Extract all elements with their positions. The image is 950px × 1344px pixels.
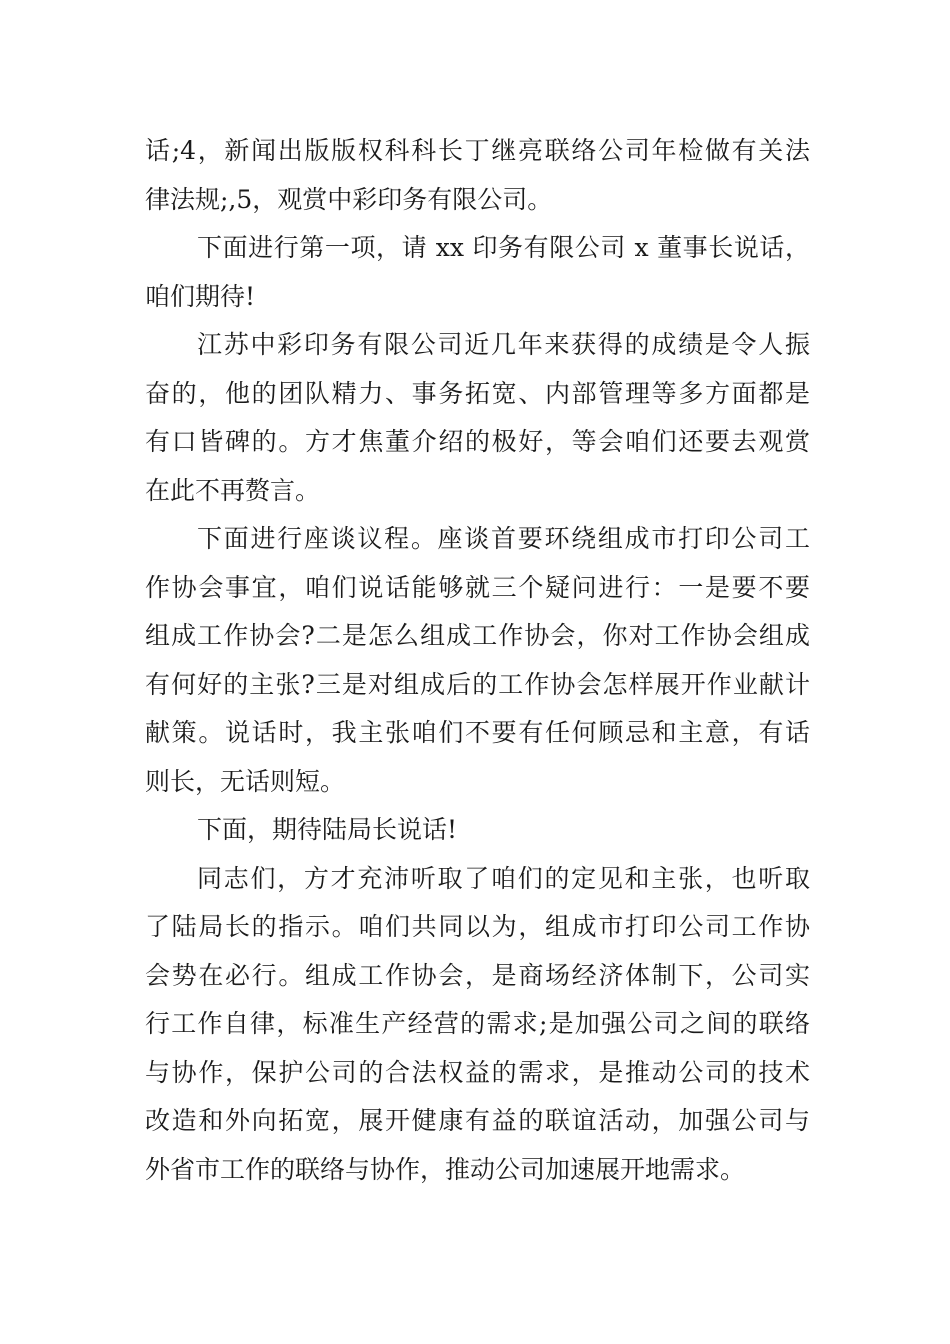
text-line: 与协作，保护公司的合法权益的需求，是推动公司的技术	[145, 1057, 810, 1087]
text-line: 话;4，新闻出版版权科科长丁继亮联络公司年检做有关法	[145, 136, 810, 165]
text-line: 有何好的主张?三是对组成后的工作协会怎样展开作业献计	[145, 669, 810, 699]
text-line: 则长，无话则短。	[145, 766, 346, 796]
paragraph	[145, 321, 810, 515]
paragraph	[145, 515, 810, 806]
text-line: 下面，期待陆局长说话!	[197, 815, 458, 844]
text-line: 江苏中彩印务有限公司近几年来获得的成绩是令人振	[197, 330, 810, 359]
text-line: 同志们，方才充沛听取了咱们的定见和主张，也听取	[197, 863, 810, 893]
text-line: 了陆局长的指示。咱们共同以为，组成市打印公司工作协	[145, 912, 810, 941]
text-line: 奋的，他的团队精力、事务拓宽、内部管理等多方面都是	[145, 378, 810, 408]
paragraph	[145, 855, 810, 1195]
paragraph	[145, 806, 810, 855]
text-line: 改造和外向拓宽，展开健康有益的联谊活动，加强公司与	[145, 1106, 810, 1135]
text-line: 献策。说话时，我主张咱们不要有任何顾忌和主意，有话	[145, 718, 810, 747]
text-line: 行工作自律，标准生产经营的需求;是加强公司之间的联络	[145, 1009, 810, 1038]
text-line: 咱们期待!	[145, 281, 256, 311]
document-body	[145, 127, 810, 1194]
text-line: 组成工作协会?二是怎么组成工作协会，你对工作协会组成	[145, 621, 810, 650]
text-line: 下面进行第一项，请 xx 印务有限公司 x 董事长说话，	[197, 233, 810, 262]
text-line: 有口皆碑的。方才焦董介绍的极好，等会咱们还要去观赏	[145, 427, 810, 456]
text-line: 会势在必行。组成工作协会，是商场经济体制下，公司实	[145, 960, 810, 990]
paragraph	[145, 127, 810, 224]
text-line: 在此不再赘言。	[145, 475, 321, 505]
text-line: 律法规;,5，观赏中彩印务有限公司。	[145, 184, 553, 214]
paragraph	[145, 224, 810, 321]
text-line: 外省市工作的联络与协作，推动公司加速展开地需求。	[145, 1154, 746, 1184]
text-line: 作协会事宜，咱们说话能够就三个疑问进行：一是要不要	[145, 572, 810, 602]
text-line: 下面进行座谈议程。座谈首要环绕组成市打印公司工	[197, 524, 810, 553]
